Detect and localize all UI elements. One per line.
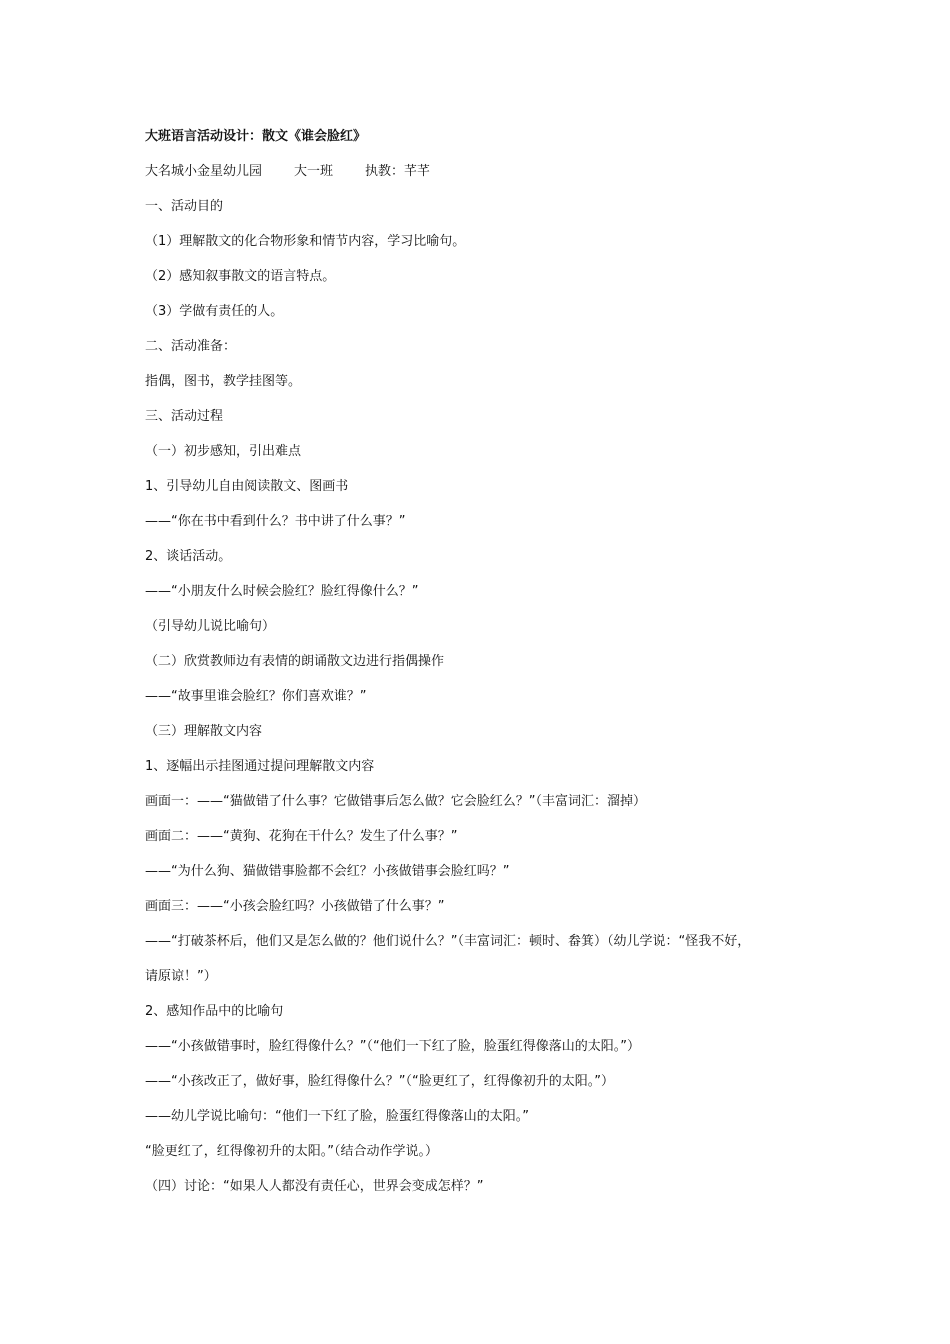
paragraph: （三）理解散文内容 bbox=[145, 724, 263, 739]
paragraph: 一、活动目的 bbox=[145, 199, 224, 214]
paragraph: 画面三：——“小孩会脸红吗？小孩做错了什么事？” bbox=[145, 899, 445, 914]
paragraph: （引导幼儿说比喻句） bbox=[145, 619, 276, 634]
paragraph: 1、逐幅出示挂图通过提问理解散文内容 bbox=[145, 759, 375, 774]
paragraph-first-line: ——“打破茶杯后，他们又是怎么做的？他们说什么？”（丰富词汇：顿时、畚箕）（幼儿学说：“怪我不好， bbox=[145, 934, 751, 949]
class-name: 大一班 bbox=[294, 164, 334, 179]
paragraph: 二、活动准备： bbox=[145, 339, 237, 354]
paragraph: （1）理解散文的化合物形象和情节内容，学习比喻句。 bbox=[145, 234, 466, 249]
paragraph: 画面二：——“黄狗、花狗在干什么？发生了什么事？” bbox=[145, 829, 458, 844]
teacher-name: 执教：芊芊 bbox=[365, 164, 431, 179]
paragraph: 2、谈话活动。 bbox=[145, 549, 232, 564]
paragraph: 三、活动过程 bbox=[145, 409, 224, 424]
paragraph-second-line: 请原谅！”） bbox=[145, 969, 217, 984]
paragraph: “脸更红了，红得像初升的太阳。”（结合动作学说。） bbox=[145, 1144, 438, 1159]
paragraph: ——“小孩做错事时，脸红得像什么？”（“他们一下红了脸，脸蛋红得像落山的太阳。”） bbox=[145, 1039, 640, 1054]
paragraph: （2）感知叙事散文的语言特点。 bbox=[145, 269, 336, 284]
paragraph: （一）初步感知，引出难点 bbox=[145, 444, 302, 459]
school-name: 大名城小金星幼儿园 bbox=[145, 164, 263, 179]
paragraph: ——“你在书中看到什么？书中讲了什么事？” bbox=[145, 514, 406, 529]
paragraph: ——“小孩改正了，做好事，脸红得像什么？”（“脸更红了，红得像初升的太阳。”） bbox=[145, 1074, 614, 1089]
document-meta bbox=[145, 163, 815, 180]
paragraph: 画面一：——“猫做错了什么事？它做错事后怎么做？它会脸红么？”（丰富词汇：溜掉） bbox=[145, 794, 646, 809]
paragraph: ——“小朋友什么时候会脸红？脸红得像什么？” bbox=[145, 584, 419, 599]
paragraph: 1、引导幼儿自由阅读散文、图画书 bbox=[145, 479, 349, 494]
paragraph: 指偶，图书，教学挂图等。 bbox=[145, 374, 302, 389]
paragraph-wrapped bbox=[145, 933, 815, 985]
paragraph: ——“为什么狗、猫做错事脸都不会红？小孩做错事会脸红吗？” bbox=[145, 864, 510, 879]
paragraph: 2、感知作品中的比喻句 bbox=[145, 1004, 284, 1019]
document-page bbox=[145, 128, 815, 1213]
paragraph: （二）欣赏教师边有表情的朗诵散文边进行指偶操作 bbox=[145, 654, 445, 669]
paragraph: （四）讨论：“如果人人都没有责任心，世界会变成怎样？” bbox=[145, 1179, 484, 1194]
paragraph: （3）学做有责任的人。 bbox=[145, 304, 284, 319]
paragraph: ——“故事里谁会脸红？你们喜欢谁？” bbox=[145, 689, 367, 704]
document-title: 大班语言活动设计：散文《谁会脸红》 bbox=[145, 129, 367, 144]
paragraph: ——幼儿学说比喻句：“他们一下红了脸，脸蛋红得像落山的太阳。” bbox=[145, 1109, 529, 1124]
